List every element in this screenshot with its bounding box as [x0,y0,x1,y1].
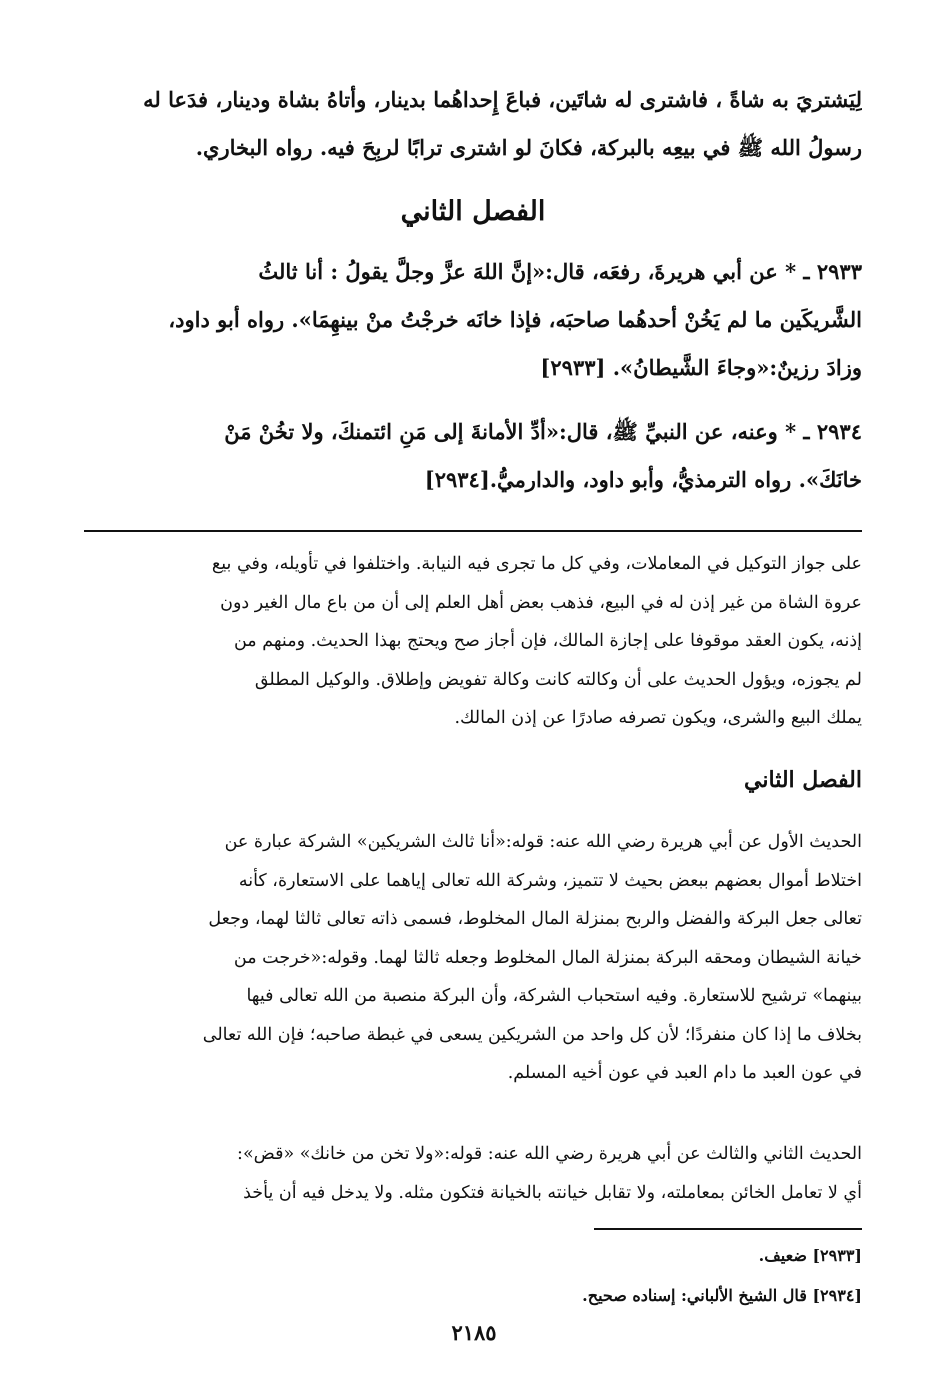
text-line: أي لا تعامل الخائن بمعاملته، ولا تقابل خيانته بالخيانة فتكون مثله. ولا يدخل فيه أن يأخذ [243,1182,862,1203]
text-line: خيانة الشيطان ومحقه البركة بمنزلة المال المخلوط وجعله ثالثا لهما. وقوله:«خرجت من [233,947,862,968]
footnote: [٢٩٣٣] ضعيف. [758,1246,862,1265]
footnotes [84,1236,862,1316]
text-line: إذنه، يكون العقد موقوفا على إجازة المالك، فإن أجاز صح ويحتج بهذا الحديث. ومنهم من [233,631,862,651]
text-line: بخلاف ما إذا كان منفردًا؛ لأن كل واحد من الشريكين يسعى في غبطة صاحبه؛ فإن الله تعالى [202,1024,862,1045]
text-line: ٢٩٣٤ ـ * وعنه، عن النبيِّ ﷺ، قال:«أدِّ الأمانةَ إلى مَنِ ائتمنكَ، ولا تخُنْ مَنْ [224,419,862,444]
text-line: وزادَ رزينٌ:«وجاءَ الشَّيطانُ». [٢٩٣٣] [540,355,862,380]
text-line: الحديث الأول عن أبي هريرة رضي الله عنه: قوله:«أنا ثالث الشريكين» الشركة عبارة عن [224,832,862,852]
text-line: الشَّريكَين ما لم يَخُنْ أحدهُما صاحبَه، فإذا خانَه خرجْتُ منْ بينهِمَا». رواه أبو داود، [168,307,862,332]
text-line: لم يجوزه، ويؤول الحديث على أن وكالته كانت وكالة تفويض وإطلاق. والوكيل المطلق [254,669,862,690]
commentary-paragraph [84,545,862,738]
text-line: تعالى جعل البركة والفضل والربح بمنزلة المال المخلوط، فسمى ذاته تعالى ثالثا لهما، وجعل [208,909,862,929]
hadith-intro [84,76,862,172]
footnote: [٢٩٣٤] قال الشيخ الألباني: إسناده صحيح. [582,1286,862,1305]
text-line: في عون العبد ما دام العبد في عون أخيه المسلم. [507,1063,862,1083]
text-line: لِيَشتريَ به شاةً ، فاشترى له شاتَين، فباعَ إِحداهُما بدينار، وأتاهُ بشاة ودينار، فدَعا له [143,87,862,112]
text-line: يملك البيع والشرى، ويكون تصرفه صادرًا عن إذن المالك. [454,708,862,728]
text-line: ٢٩٣٣ ـ * عن أبي هريرةَ، رفعَه، قال:«إنَّ اللهَ عزَّ وجلَّ يقولُ : أنا ثالثُ [258,259,862,284]
text-line: الحديث الثاني والثالث عن أبي هريرة رضي الله عنه: قوله:«ولا تخن من خانك» «قض»: [237,1144,862,1164]
text-line: على جواز التوكيل في المعاملات، وفي كل ما تجرى فيه النيابة. واختلفوا في تأويله، وفي بيع [211,554,862,574]
separator-rule [84,530,862,532]
commentary-paragraph [84,1135,862,1212]
page-number: ٢١٨٥ [451,1320,497,1345]
text-line: بينهما» ترشيح للاستعارة. وفيه استحباب الشركة، وأن البركة منصبة من الله تعالى فيها [246,986,862,1006]
text-line: خانَكَ». رواه الترمذيُّ، وأبو داود، والدارميُّ.[٢٩٣٤] [424,467,862,492]
text-line: عروة الشاة من غير إذن له في البيع، فذهب بعض أهل العلم إلى أن من باع مال الغير دون [220,592,862,613]
section-heading: الفصل الثاني [400,196,546,227]
hadith-2934 [84,408,862,504]
hadith-2933 [84,248,862,392]
commentary-heading: الفصل الثاني [744,767,862,793]
text-line: اختلاط أموال بعضهم ببعض بحيث لا تتميز، وشركة الله تعالى إياهما على الاستعارة، كأنه [238,870,862,891]
text-line: رسولُ الله ﷺ في بيعِه بالبركة، فكانَ لو اشترى ترابًا لربِحَ فيه. رواه البخاري. [195,135,862,160]
footnote-rule [594,1228,862,1230]
commentary-paragraph [84,823,862,1093]
